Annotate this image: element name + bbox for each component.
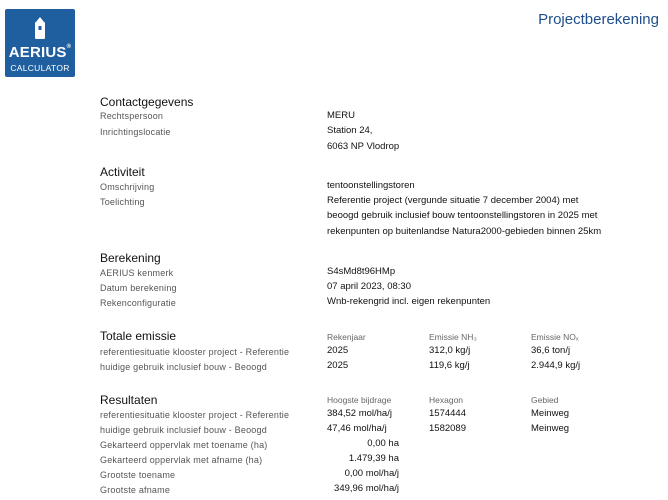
value-toelichting-line3: rekenpunten op buitenlandse Natura2000-gebieden binnen 25km xyxy=(327,226,602,237)
emissie-row-rekenjaar: 2025 xyxy=(327,360,349,371)
column-header-rekenjaar: Rekenjaar xyxy=(327,332,366,342)
column-header-hexagon: Hexagon xyxy=(429,395,464,405)
value-oppervlak-afname: 1.479,39 ha xyxy=(348,453,399,464)
lighthouse-icon xyxy=(31,16,49,40)
emissie-row-nox: 36,6 ton/j xyxy=(531,345,571,356)
section-title-berekening: Berekening xyxy=(100,251,161,265)
logo-wordmark: AERIUS® xyxy=(8,44,72,61)
section-title-contact: Contactgegevens xyxy=(100,95,194,109)
aerius-logo xyxy=(5,9,75,77)
column-header-gebied: Gebied xyxy=(531,395,559,405)
column-header-emissie-nox: Emissie NOₓ xyxy=(531,332,579,342)
label-rekenconfiguratie: Rekenconfiguratie xyxy=(100,298,176,308)
value-inrichtingslocatie-line1: Station 24, xyxy=(327,125,373,136)
label-rechtspersoon: Rechtspersoon xyxy=(100,111,164,121)
value-omschrijving: tentoonstellingstoren xyxy=(327,180,415,191)
column-header-hoogste-bijdrage: Hoogste bijdrage xyxy=(327,395,392,405)
value-toelichting-line2: beoogd gebruik inclusief bouw tentoonstellingstoren in 2025 met xyxy=(327,210,598,221)
value-grootste-afname: 349,96 mol/ha/j xyxy=(334,483,399,494)
emissie-row-nh3: 119,6 kg/j xyxy=(429,360,470,371)
resultaten-row-hexagon: 1582089 xyxy=(429,423,466,434)
label-oppervlak-afname: Gekarteerd oppervlak met afname (ha) xyxy=(100,455,263,465)
label-oppervlak-toename: Gekarteerd oppervlak met toename (ha) xyxy=(100,440,268,450)
page-title: Projectberekening xyxy=(538,11,659,28)
resultaten-row-gebied: Meinweg xyxy=(531,423,570,434)
section-title-emissie: Totale emissie xyxy=(100,329,177,343)
value-inrichtingslocatie-line2: 6063 NP Vlodrop xyxy=(327,141,400,152)
label-datum-berekening: Datum berekening xyxy=(100,283,177,293)
label-kenmerk: AERIUS kenmerk xyxy=(100,268,174,278)
resultaten-row-gebied: Meinweg xyxy=(531,408,570,419)
value-oppervlak-toename: 0,00 ha xyxy=(367,438,399,449)
resultaten-row-hexagon: 1574444 xyxy=(429,408,466,419)
resultaten-row-bijdrage: 384,52 mol/ha/j xyxy=(327,408,392,419)
resultaten-row-label: referentiesituatie klooster project - Referentie xyxy=(100,410,290,420)
value-kenmerk: S4sMd8t96HMp xyxy=(327,266,396,277)
label-grootste-afname: Grootste afname xyxy=(100,485,171,495)
emissie-row-nox: 2.944,9 kg/j xyxy=(531,360,581,371)
section-title-activiteit: Activiteit xyxy=(100,165,145,179)
emissie-row-nh3: 312,0 kg/j xyxy=(429,345,471,356)
section-title-resultaten: Resultaten xyxy=(100,393,158,407)
value-rechtspersoon: MERU xyxy=(327,110,355,121)
label-omschrijving: Omschrijving xyxy=(100,182,155,192)
logo-subtitle: CALCULATOR xyxy=(10,63,70,73)
label-inrichtingslocatie: Inrichtingslocatie xyxy=(100,127,171,137)
emissie-row-label: huidige gebruik inclusief bouw - Beoogd xyxy=(100,362,267,372)
value-datum-berekening: 07 april 2023, 08:30 xyxy=(327,281,411,292)
value-grootste-toename: 0,00 mol/ha/j xyxy=(344,468,399,479)
label-toelichting: Toelichting xyxy=(100,197,145,207)
label-grootste-toename: Grootste toename xyxy=(100,470,176,480)
resultaten-row-bijdrage: 47,46 mol/ha/j xyxy=(327,423,387,434)
value-toelichting-line1: Referentie project (vergunde situatie 7 december 2004) met xyxy=(327,195,579,206)
value-rekenconfiguratie: Wnb-rekengrid incl. eigen rekenpunten xyxy=(327,296,491,307)
column-header-emissie-nh3: Emissie NH₃ xyxy=(429,332,477,342)
resultaten-row-label: huidige gebruik inclusief bouw - Beoogd xyxy=(100,425,267,435)
emissie-row-rekenjaar: 2025 xyxy=(327,345,349,356)
emissie-row-label: referentiesituatie klooster project - Referentie xyxy=(100,347,290,357)
